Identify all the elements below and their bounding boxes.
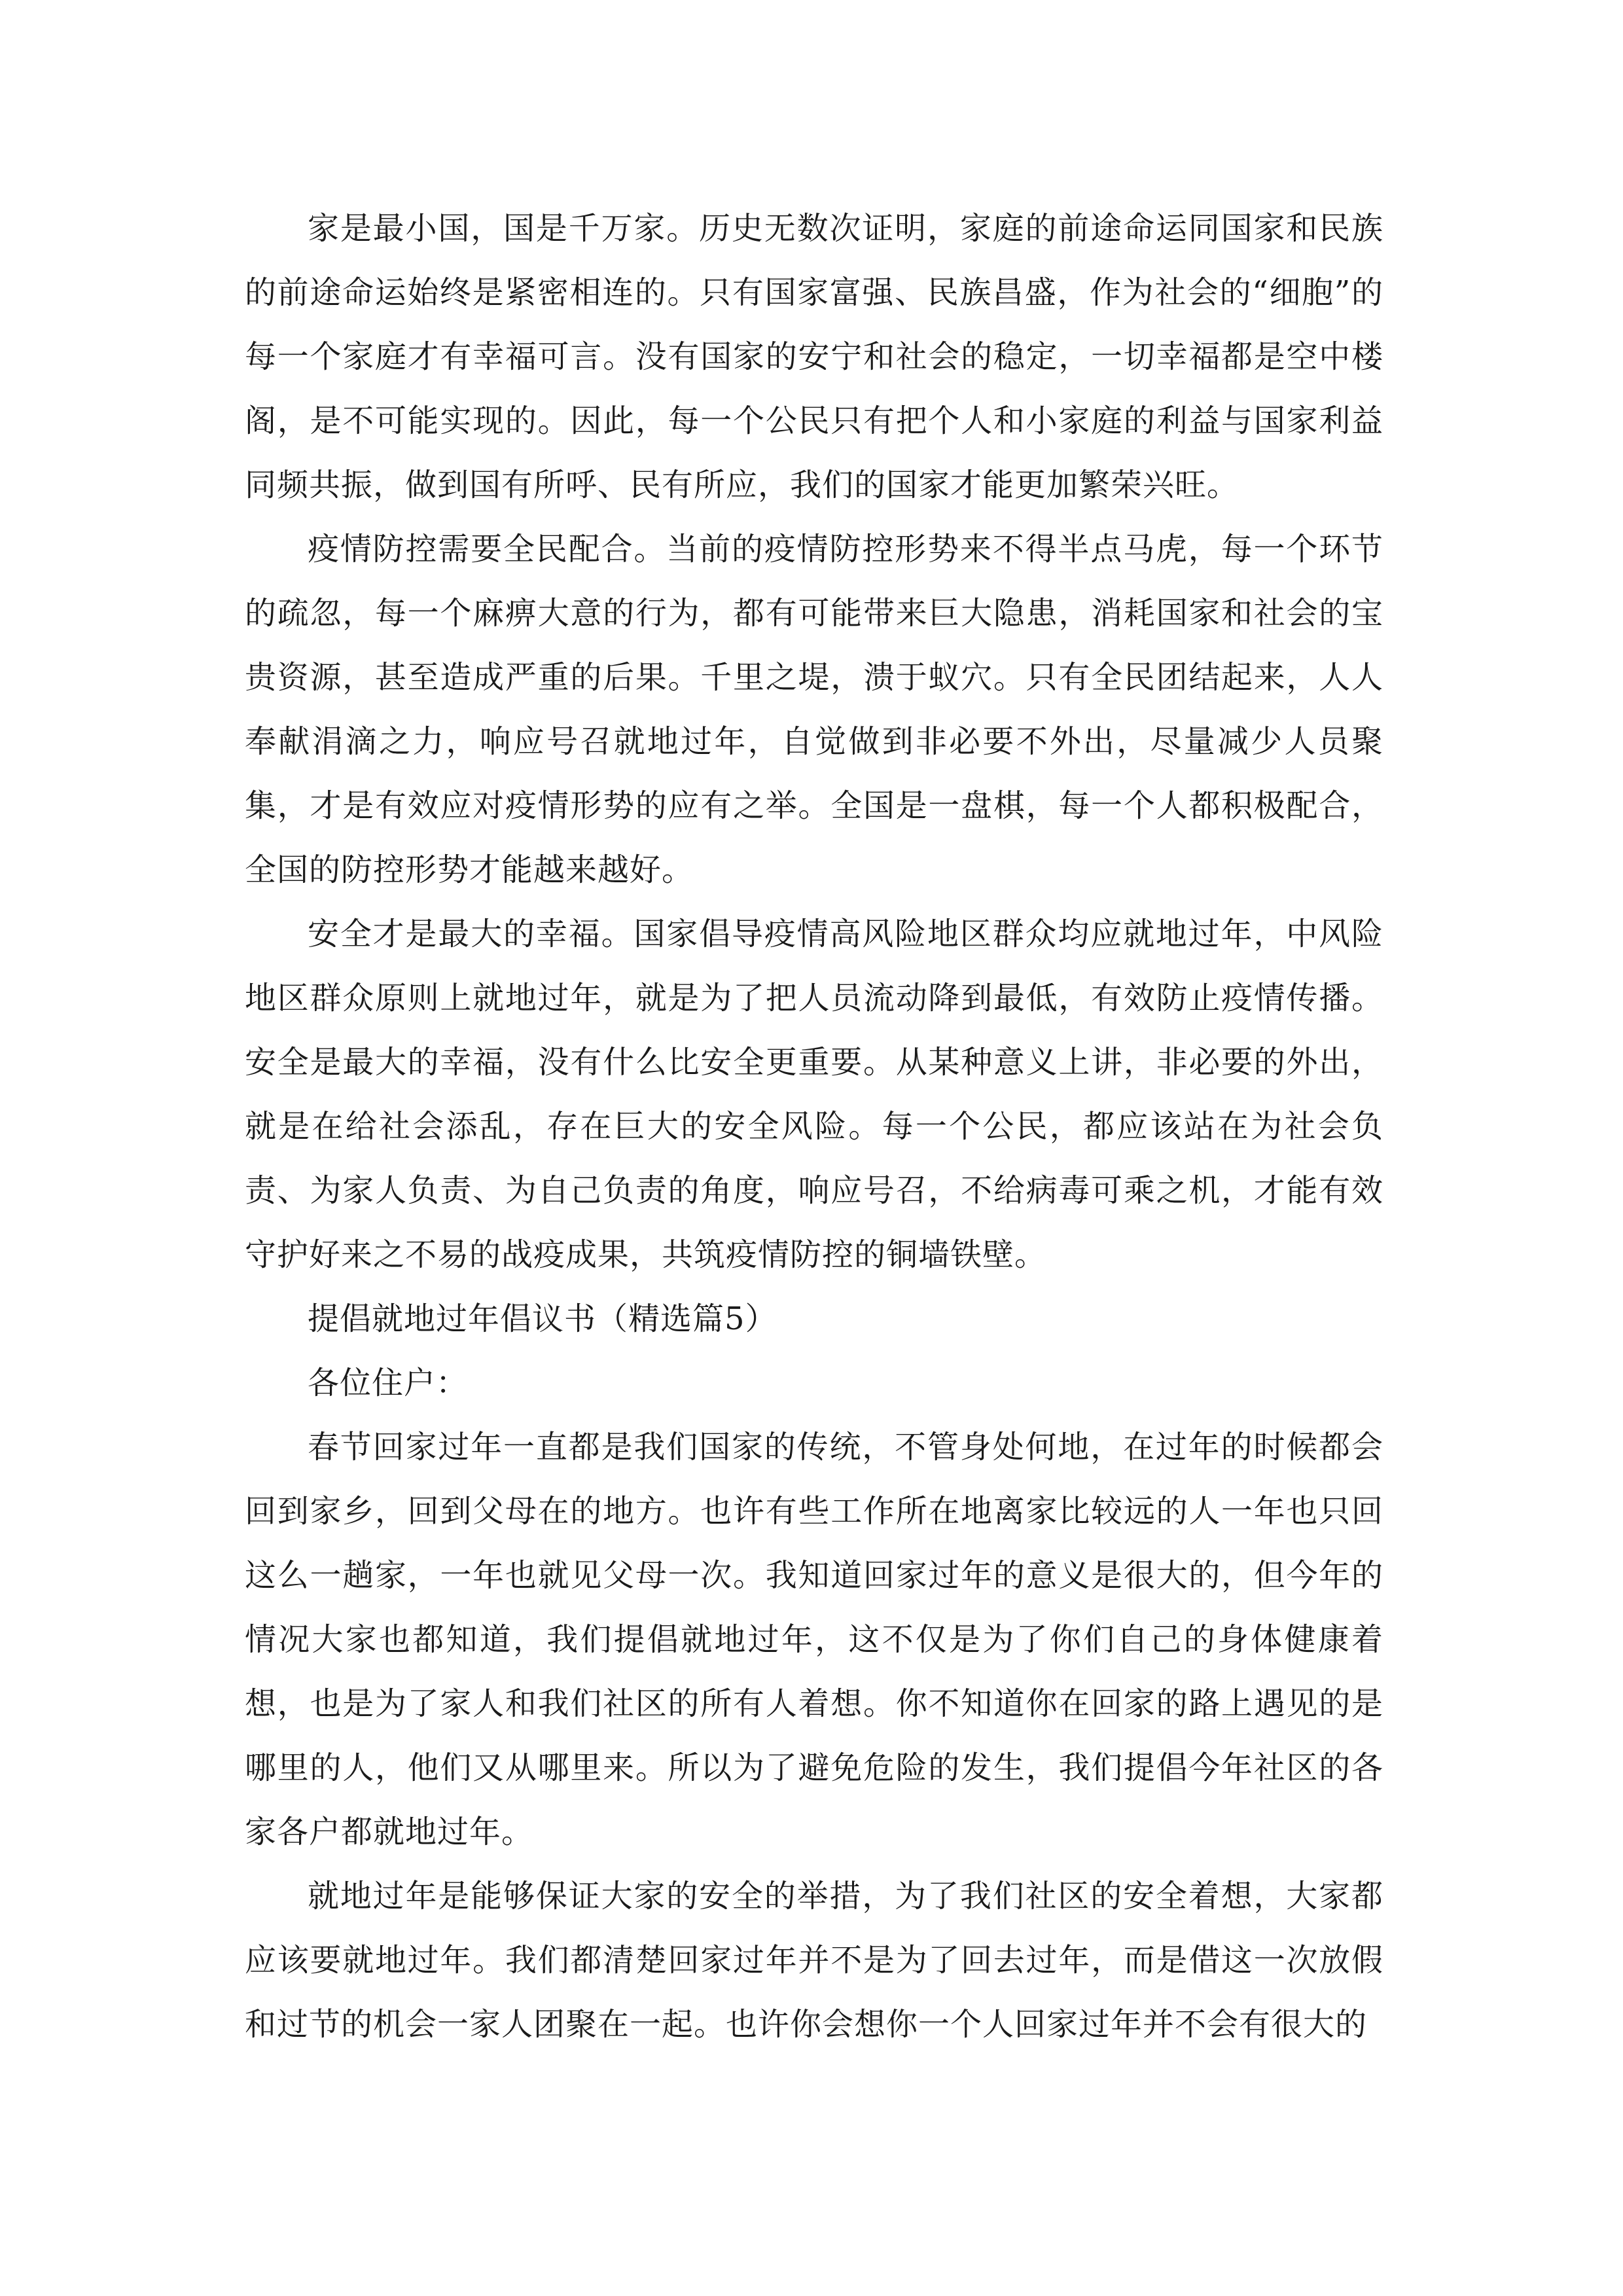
paragraph-safety-happiness: 安全才是最大的幸福。国家倡导疫情高风险地区群众均应就地过年，中风险地区群众原则上就地过年，就是为了把人员流动降到最低，有效防止疫情传播。安全是最大的幸福，没有什么比安全更重要。从某种意义上讲，非必要的外出，就是在给社会添乱，存在巨大的安全风险。每一个公民，都应该站在为社会负责、为家人负责、为自己负责的角度，响应号召，不给病毒可乘之机，才能有效守护好来之不易的战疫成果，共筑疫情防控的铜墙铁壁。	[245, 916, 1383, 1273]
document-body	[245, 196, 1383, 2056]
paragraph-national-family: 家是最小国，国是千万家。历史无数次证明，家庭的前途命运同国家和民族的前途命运始终是紧密相连的。只有国家富强、民族昌盛，作为社会的“细胞”的每一个家庭才有幸福可言。没有国家的安宁和社会的稳定，一切幸福都是空中楼阁，是不可能实现的。因此，每一个公民只有把个人和小家庭的利益与国家利益同频共振，做到国有所呼、民有所应，我们的国家才能更加繁荣兴旺。	[245, 210, 1383, 503]
paragraph-spring-festival: 春节回家过年一直都是我们国家的传统，不管身处何地，在过年的时候都会回到家乡，回到父母在的地方。也许有些工作所在地离家比较远的人一年也只回这么一趟家，一年也就见父母一次。我知道回家过年的意义是很大的，但今年的情况大家也都知道，我们提倡就地过年，这不仅是为了你们自己的身体健康着想，也是为了家人和我们社区的所有人着想。你不知道你在回家的路上遇见的是哪里的人，他们又从哪里来。所以为了避免危险的发生，我们提倡今年社区的各家各户都就地过年。	[245, 1429, 1383, 1850]
paragraph-stay-local: 就地过年是能够保证大家的安全的举措，为了我们社区的安全着想，大家都应该要就地过年。我们都清楚回家过年并不是为了回去过年，而是借这一次放假和过节的机会一家人团聚在一起。也许你会想你一个人回家过年并不会有很大的	[245, 1878, 1383, 2043]
section-heading: 提倡就地过年倡议书（精选篇5）	[308, 1300, 777, 1337]
paragraph-epidemic-cooperation: 疫情防控需要全民配合。当前的疫情防控形势来不得半点马虎，每一个环节的疏忽，每一个麻痹大意的行为，都有可能带来巨大隐患，消耗国家和社会的宝贵资源，甚至造成严重的后果。千里之堤，溃于蚁穴。只有全民团结起来，人人奉献涓滴之力，响应号召就地过年，自觉做到非必要不外出，尽量减少人员聚集，才是有效应对疫情形势的应有之举。全国是一盘棋，每一个人都积极配合，全国的防控形势才能越来越好。	[245, 531, 1383, 888]
salutation: 各位住户：	[308, 1365, 469, 1401]
